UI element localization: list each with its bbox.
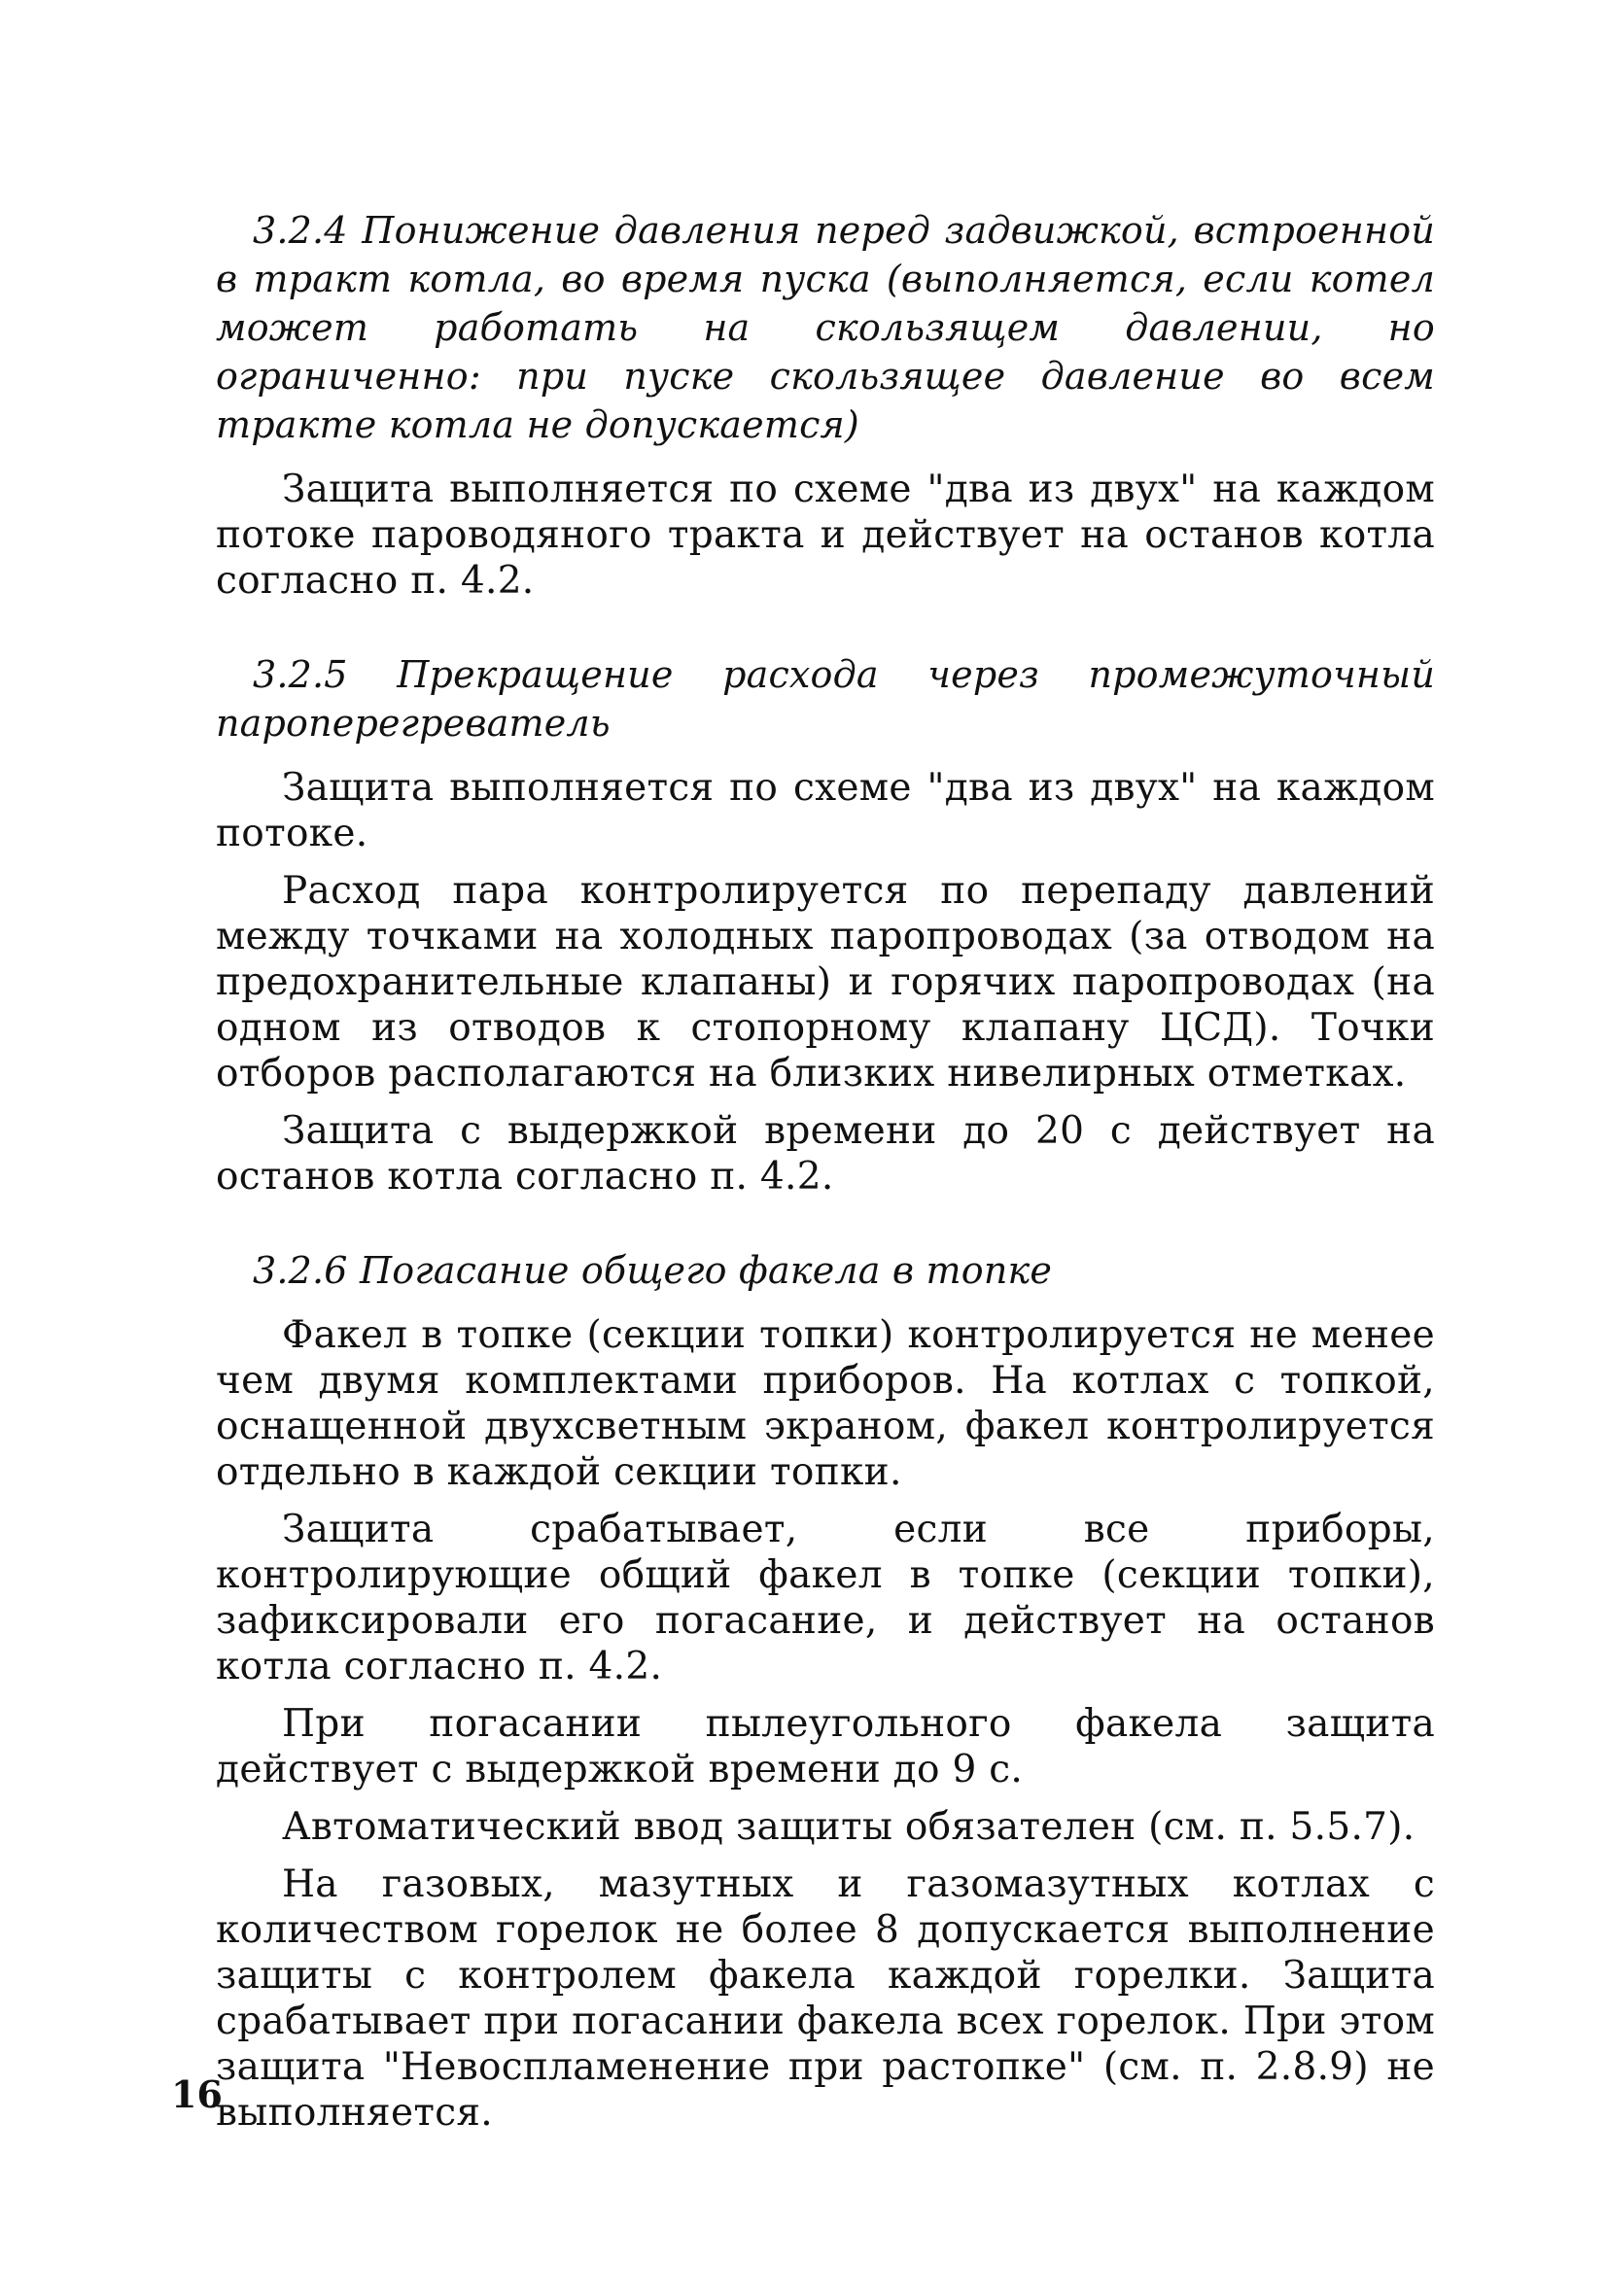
paragraph: Защита выполняется по схеме "два из двух" на каждом потоке. bbox=[216, 766, 1435, 855]
section-heading: 3.2.6 Погасание общего факела в топке bbox=[253, 1249, 1053, 1292]
paragraph: На газовых, мазутных и газомазутных котлах с количеством горелок не более 8 допускается выполнение защиты с контролем факела каждой горелки. Защита срабатывает при погасании факела всех горелок. При этом защита "Невоспламенение при растопке" (см. п. 2.8.9) не выполняется. bbox=[216, 1862, 1435, 2135]
paragraph: Защита срабатывает, если все приборы, контролирующие общий факел в топке (секции топки), зафиксировали его погасание, и действует на останов котла согласно п. 4.2. bbox=[216, 1508, 1435, 1688]
section-3-2-6 bbox=[216, 1246, 1435, 2136]
page-body bbox=[216, 206, 1435, 2147]
paragraph: Расход пара контролируется по перепаду давлений между точками на холодных паропроводах (за отводом на предохранительные клапаны) и горячих паропроводах (на одном из отводов к стопорному клапану ЦСД). Точки отборов располагаются на близких нивелирных отметках. bbox=[216, 869, 1435, 1096]
paragraph: Защита с выдержкой времени до 20 с действует на останов котла согласно п. 4.2. bbox=[216, 1109, 1435, 1199]
paragraph: При погасании пылеугольного факела защита действует с выдержкой времени до 9 с. bbox=[216, 1702, 1435, 1792]
section-heading: 3.2.4 Понижение давления перед задвижкой, встроенной в тракт котла, во время пуска (выполняется, если котел может работать на скользящем давлении, но ограниченно: при пуске скользящее давление во всем тракте котла не допускается) bbox=[216, 209, 1435, 446]
section-3-2-4 bbox=[216, 206, 1435, 604]
section-heading: 3.2.5 Прекращение расхода через промежуточный пароперегреватель bbox=[216, 653, 1435, 745]
page-number: 16 bbox=[171, 2072, 223, 2116]
paragraph: Защита выполняется по схеме "два из двух" на каждом потоке пароводяного тракта и действует на останов котла согласно п. 4.2. bbox=[216, 468, 1435, 603]
paragraph: Факел в топке (секции топки) контролируется не менее чем двумя комплектами приборов. На котлах с топкой, оснащенной двухсветным экраном, факел контролируется отдельно в каждой секции топки. bbox=[216, 1313, 1435, 1494]
paragraph: Автоматический ввод защиты обязателен (см. п. 5.5.7). bbox=[282, 1805, 1416, 1849]
section-3-2-5 bbox=[216, 650, 1435, 1200]
